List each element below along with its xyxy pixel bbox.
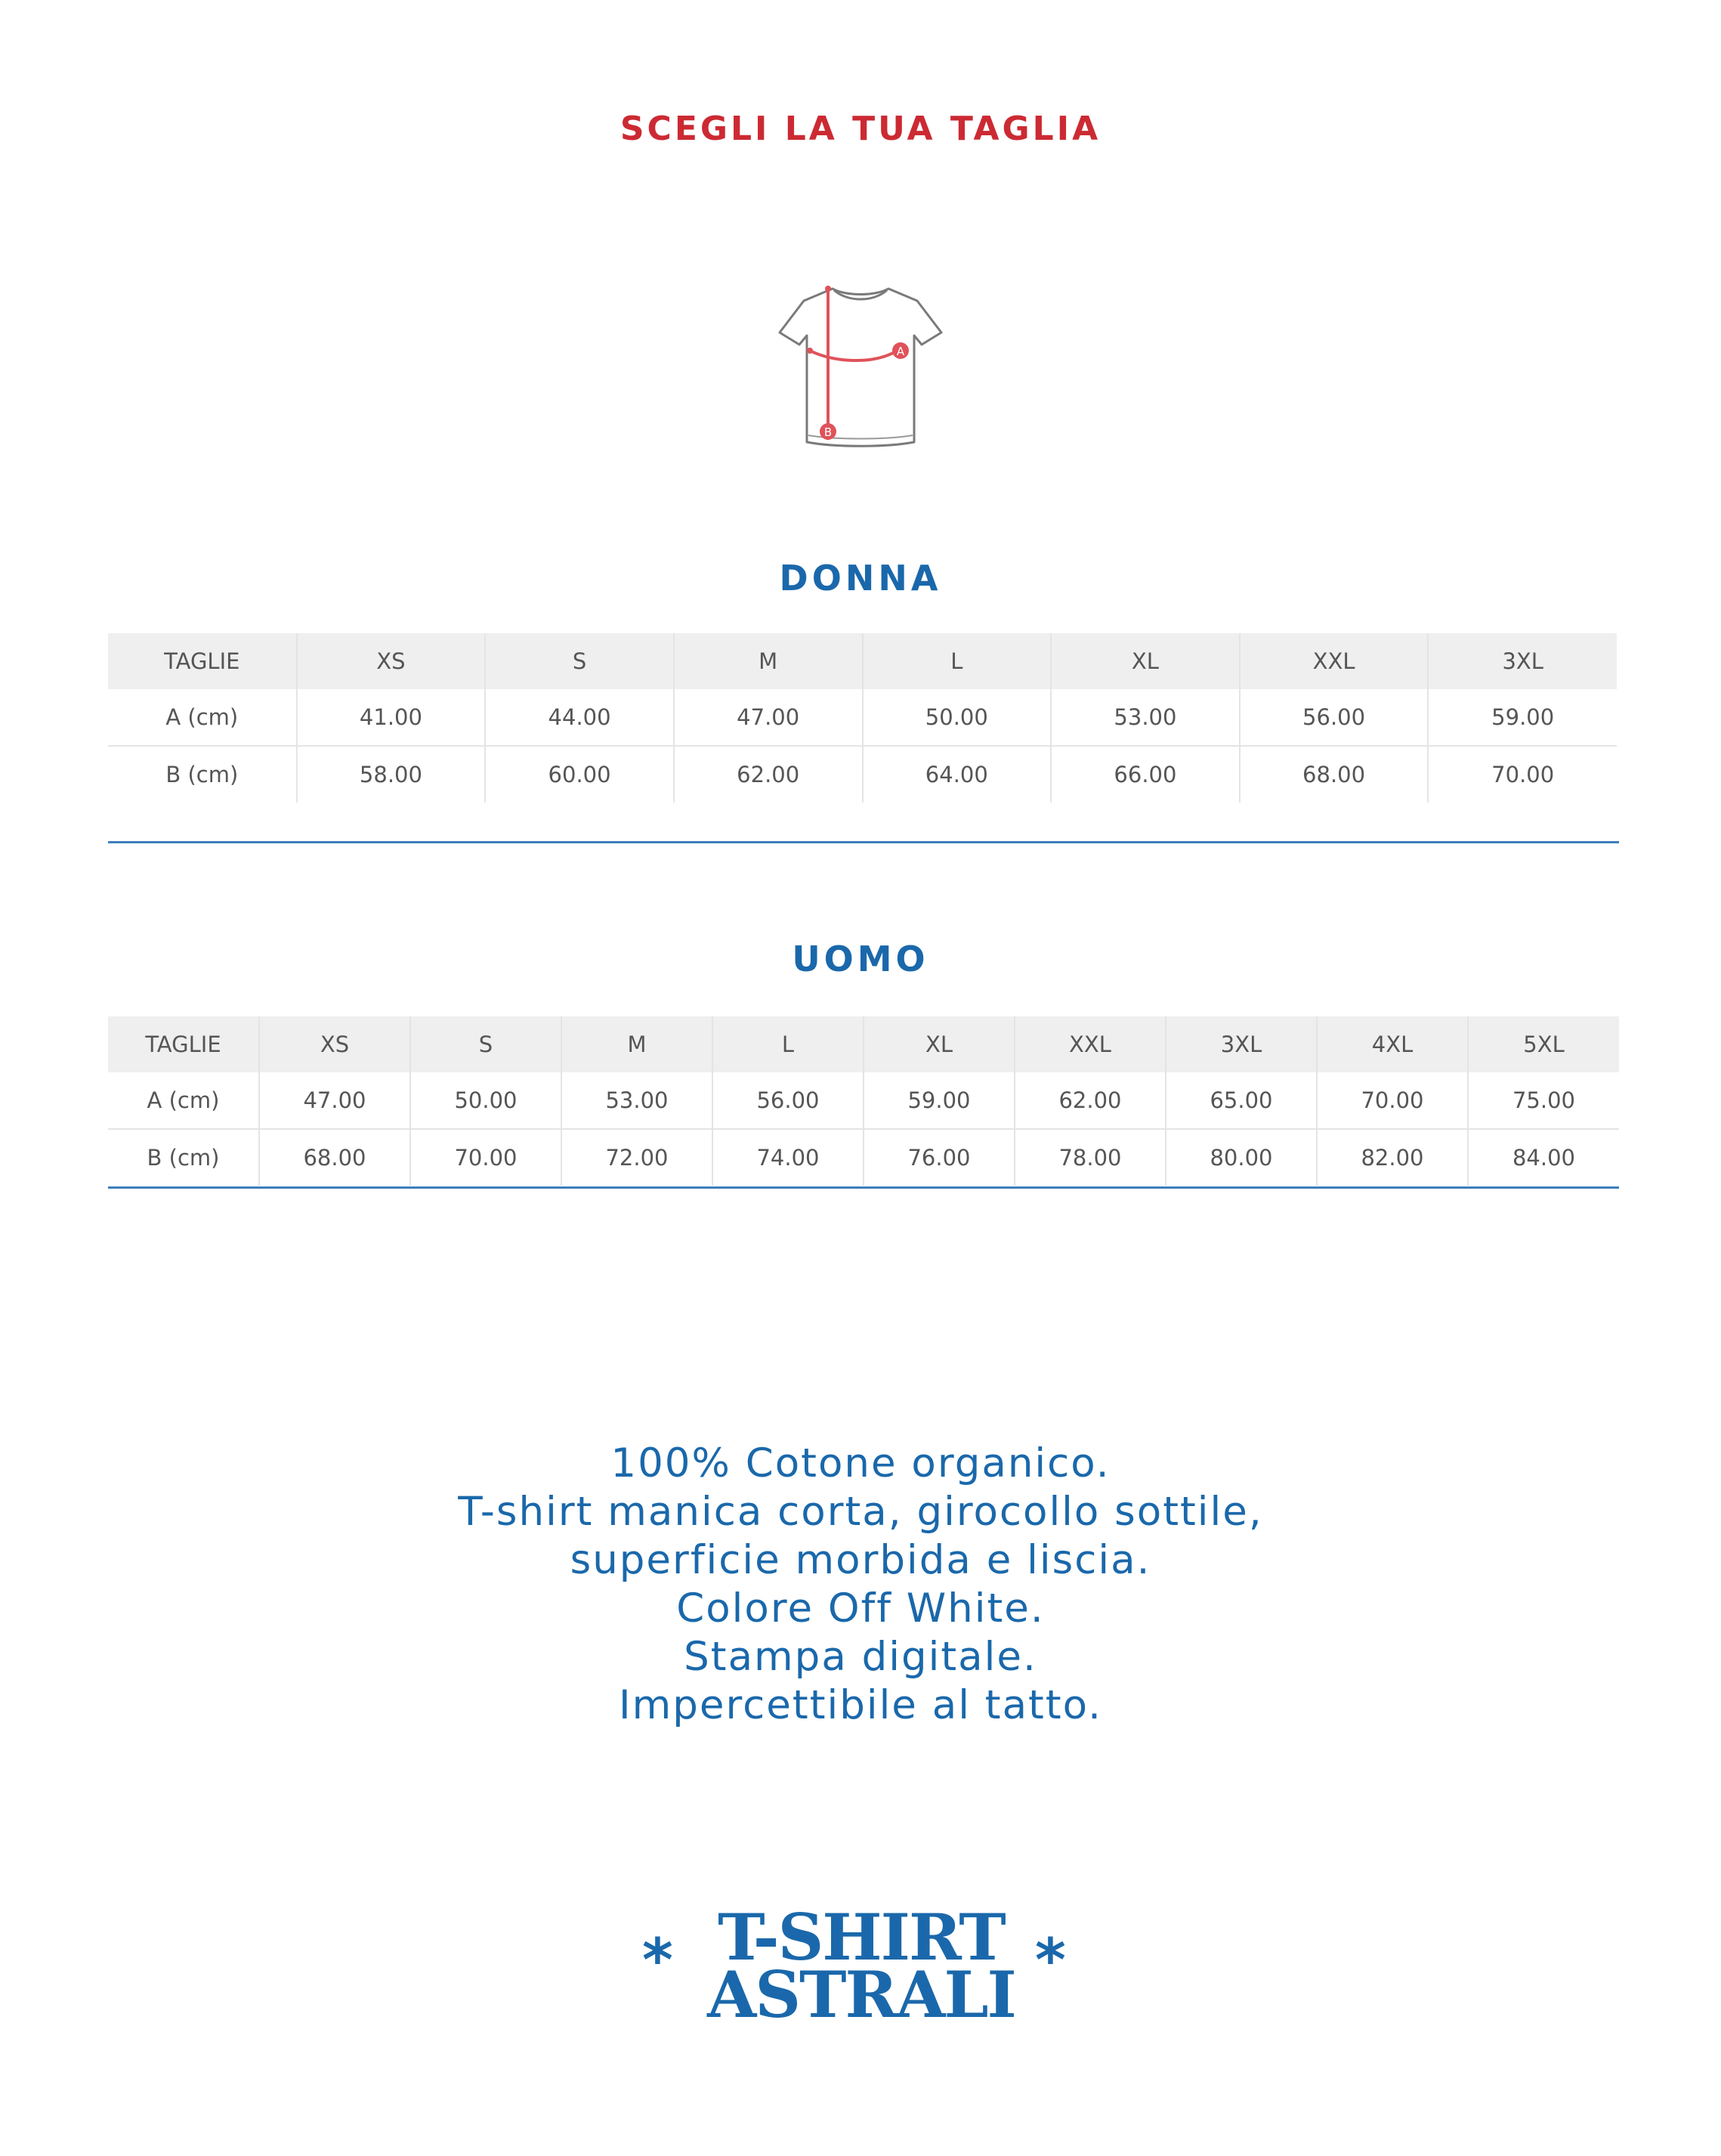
measure-cell: 59.00 bbox=[1428, 689, 1617, 746]
row-label-cell: B (cm) bbox=[108, 1129, 259, 1186]
measure-cell: 47.00 bbox=[259, 1072, 410, 1129]
measure-cell: 41.00 bbox=[297, 689, 486, 746]
star-left-icon: * bbox=[642, 1927, 673, 1995]
row-label-cell: B (cm) bbox=[108, 746, 297, 803]
label-a: A bbox=[896, 345, 905, 358]
logo-line-2: ASTRALI bbox=[707, 1957, 1015, 2032]
measure-cell: 66.00 bbox=[1051, 746, 1240, 803]
size-header-cell: XL bbox=[1051, 633, 1240, 689]
measure-cell: 70.00 bbox=[1317, 1072, 1468, 1129]
size-header-cell: 5XL bbox=[1468, 1016, 1619, 1072]
measure-cell: 84.00 bbox=[1512, 1145, 1576, 1171]
table-row bbox=[108, 746, 1617, 803]
measure-cell: 75.00 bbox=[1468, 1072, 1619, 1129]
size-header-cell: M bbox=[561, 1016, 712, 1072]
measure-cell: 68.00 bbox=[1240, 746, 1429, 803]
uomo-table-bottom-rule bbox=[108, 1186, 1619, 1189]
tshirt-measure-diagram bbox=[774, 272, 947, 453]
table-row bbox=[108, 1129, 1619, 1186]
uomo-size-table bbox=[108, 1016, 1619, 1186]
measure-cell: 62.00 bbox=[674, 746, 863, 803]
uomo-title: UOMO bbox=[792, 939, 929, 979]
description-line: 100% Cotone organico. bbox=[610, 1440, 1111, 1486]
size-header-cell: 4XL bbox=[1317, 1016, 1468, 1072]
label-b: B bbox=[823, 425, 833, 439]
taglie-header-cell: TAGLIE bbox=[108, 1016, 259, 1072]
measure-cell: 72.00 bbox=[561, 1129, 712, 1186]
row-label-cell: A (cm) bbox=[108, 689, 297, 746]
table-row bbox=[108, 1072, 1619, 1129]
size-header-cell: M bbox=[674, 633, 863, 689]
table-row bbox=[108, 689, 1617, 746]
size-header-cell: L bbox=[712, 1016, 864, 1072]
size-header-cell: L bbox=[863, 633, 1052, 689]
table-header-row bbox=[108, 1016, 1619, 1072]
measure-cell: 82.00 bbox=[1317, 1129, 1468, 1186]
donna-title: DONNA bbox=[779, 558, 942, 599]
taglie-header-cell: TAGLIE bbox=[108, 633, 297, 689]
measure-cell: 78.00 bbox=[1015, 1129, 1166, 1186]
measure-cell: 53.00 bbox=[1051, 689, 1240, 746]
size-header-cell: S bbox=[410, 1016, 561, 1072]
size-header-cell: XS bbox=[259, 1016, 410, 1072]
measure-cell: 56.00 bbox=[1240, 689, 1429, 746]
measure-cell: 56.00 bbox=[712, 1072, 864, 1129]
size-header-cell: S bbox=[485, 633, 674, 689]
measure-cell: 70.00 bbox=[410, 1129, 561, 1186]
logo-line-1: T-SHIRT bbox=[718, 1900, 1005, 1975]
star-right-icon: * bbox=[1035, 1927, 1066, 1995]
size-header-cell: XL bbox=[864, 1016, 1015, 1072]
measure-cell: 76.00 bbox=[864, 1129, 1015, 1186]
product-description bbox=[0, 1440, 1721, 1730]
measure-cell: 50.00 bbox=[863, 689, 1052, 746]
measure-cell: 65.00 bbox=[1166, 1072, 1317, 1129]
section-divider bbox=[108, 841, 1619, 843]
tshirt-outline bbox=[780, 289, 941, 446]
donna-size-table bbox=[108, 633, 1617, 803]
description-line: Colore Off White. bbox=[676, 1585, 1045, 1632]
measure-cell: 58.00 bbox=[297, 746, 486, 803]
size-header-cell: 3XL bbox=[1428, 633, 1617, 689]
description-line: superficie morbida e liscia. bbox=[570, 1537, 1151, 1583]
size-header-cell: XXL bbox=[1015, 1016, 1166, 1072]
measure-cell: 44.00 bbox=[485, 689, 674, 746]
measure-cell: 64.00 bbox=[863, 746, 1052, 803]
size-header-cell: XXL bbox=[1240, 633, 1429, 689]
size-header-cell: 3XL bbox=[1166, 1016, 1317, 1072]
measure-cell: 47.00 bbox=[674, 689, 863, 746]
table-header-row bbox=[108, 633, 1617, 689]
page-title: SCEGLI LA TUA TAGLIA bbox=[619, 110, 1102, 148]
row-label-cell: A (cm) bbox=[108, 1072, 259, 1129]
measure-cell: 70.00 bbox=[1491, 762, 1555, 787]
measure-cell: 53.00 bbox=[561, 1072, 712, 1129]
measure-cell: 62.00 bbox=[1015, 1072, 1166, 1129]
measure-cell: 50.00 bbox=[410, 1072, 561, 1129]
size-header-cell: XS bbox=[297, 633, 486, 689]
description-line: T-shirt manica corta, girocollo sottile, bbox=[458, 1489, 1263, 1535]
measure-cell: 59.00 bbox=[864, 1072, 1015, 1129]
measure-cell: 80.00 bbox=[1166, 1129, 1317, 1186]
measure-cell: 60.00 bbox=[485, 746, 674, 803]
description-line: Stampa digitale. bbox=[684, 1634, 1037, 1680]
measure-cell: 68.00 bbox=[259, 1129, 410, 1186]
brand-logo bbox=[635, 1900, 1088, 2032]
description-line: Impercettibile al tatto. bbox=[619, 1682, 1102, 1728]
measure-cell: 74.00 bbox=[712, 1129, 864, 1186]
